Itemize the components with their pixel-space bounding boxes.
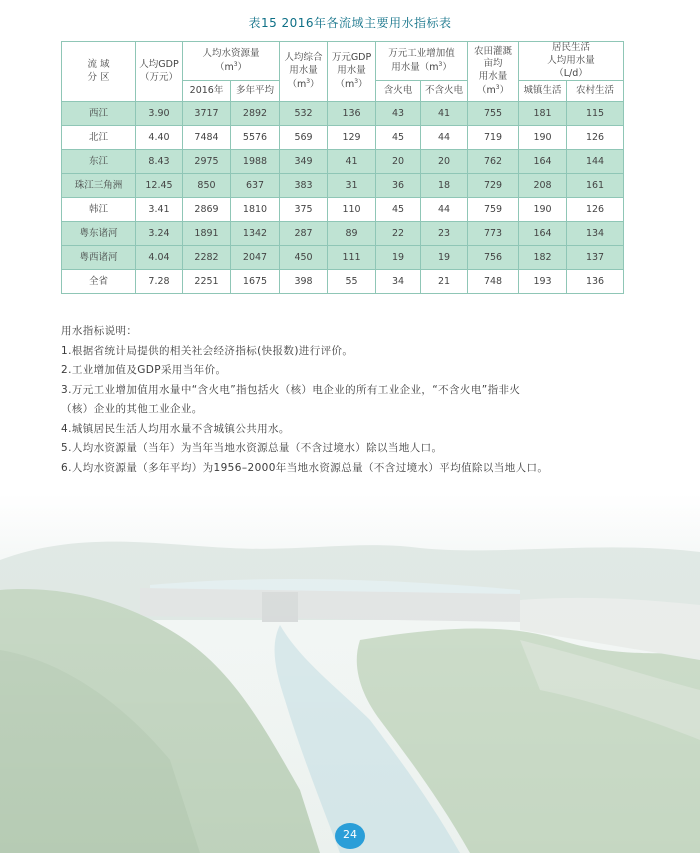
header-gdp-water-use: 万元GDP 用水量 $(m^3)$ — [328, 42, 376, 102]
table-row: 粤东诸河 3.24 1891 1342 287 89 22 23 773 164 134 — [62, 222, 624, 246]
header-water-resource-per-capita: 人均水资源量 $(m^3)$ — [183, 42, 280, 81]
note-item: 4.城镇居民生活人均用水量不含城镇公共用水。 — [61, 422, 290, 435]
table-title: 表15 2016年各流域主要用水指标表 — [248, 16, 452, 30]
note-item: 5.人均水资源量（当年）为当年当地水资源总量（不含过境水）除以当地人口。 — [61, 442, 443, 454]
table-row: 全省 7.28 2251 1675 398 55 34 21 748 193 136 — [62, 270, 624, 294]
note-item: 1.根据省统计局提供的相关社会经济指标(快报数)进行评价。 — [61, 344, 354, 357]
header-residential-water-use: 居民生活 人均用水量 （L/d） — [519, 42, 624, 81]
table-row: 北江 4.40 7484 5576 569 129 45 44 719 190 126 — [62, 126, 624, 150]
header-water-res-2016: 2016年 — [183, 81, 231, 102]
header-rural-residential: 农村生活 — [567, 81, 624, 102]
table-row: 粤西诸河 4.04 2282 2047 450 111 19 19 756 182 137 — [62, 246, 624, 270]
header-irrigation-water-use: 农田灌溉 亩均 用水量 $(m^3)$ — [468, 42, 519, 102]
page-number-badge: 24 — [335, 823, 365, 849]
notes-heading: 用水指标说明： — [61, 325, 138, 337]
note-item: （核）企业的其他工业企业。 — [61, 403, 203, 415]
header-industry-water-use: 万元工业增加值 用水量$(m^3)$ — [376, 42, 468, 81]
table-row: 珠江三角洲 12.45 850 637 383 31 36 18 729 208 161 — [62, 174, 624, 198]
header-total-use-per-capita: 人均综合 用水量 $(m^3)$ — [280, 42, 328, 102]
table-row: 东江 8.43 2975 1988 349 41 20 20 762 164 144 — [62, 150, 624, 174]
header-industry-with-thermal: 含火电 — [376, 81, 421, 102]
header-region: 流 域 分 区 — [62, 42, 136, 102]
indicator-notes — [61, 322, 661, 478]
note-item: 3.万元工业增加值用水量中“含火电”指包括火（核）电企业的所有工业企业，“不含火电”指非火 — [61, 383, 521, 396]
note-item: 6.人均水资源量（多年平均）为1956–2000年当地水资源总量（不含过境水）平均值除以当地人口。 — [61, 461, 549, 474]
header-water-res-average: 多年平均 — [231, 81, 280, 102]
header-urban-residential: 城镇生活 — [519, 81, 567, 102]
note-item: 2.工业增加值及GDP采用当年价。 — [61, 364, 227, 376]
header-industry-without-thermal: 不含火电 — [421, 81, 468, 102]
header-gdp-per-capita: 人均GDP （万元） — [136, 42, 183, 102]
water-use-indicator-table — [61, 41, 624, 294]
table-row: 韩江 3.41 2869 1810 375 110 45 44 759 190 126 — [62, 198, 624, 222]
table-row: 西江 3.90 3717 2892 532 136 43 41 755 181 115 — [62, 102, 624, 126]
